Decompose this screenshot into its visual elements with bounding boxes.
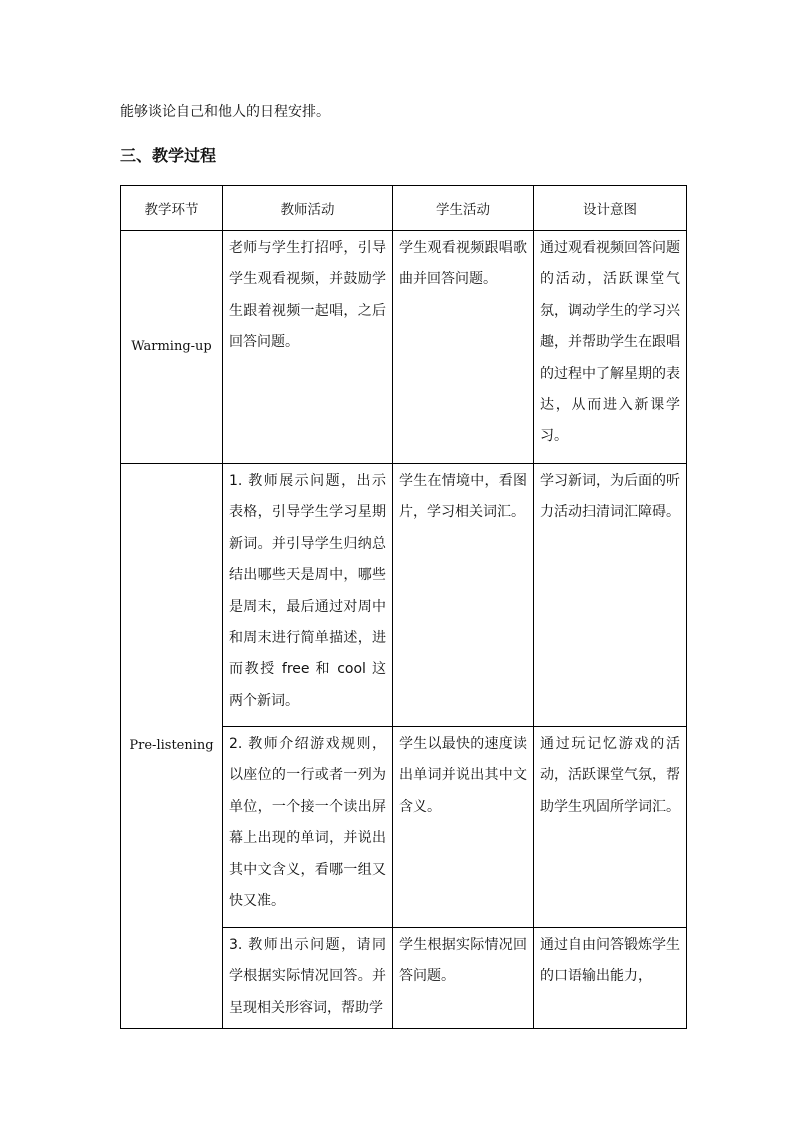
intro-text: 能够谈论自己和他人的日程安排。 — [120, 104, 330, 120]
table-header-row — [121, 186, 687, 231]
table-row — [121, 231, 687, 464]
stage-cell: Pre-listening — [121, 464, 223, 1029]
header-design-purpose: 设计意图 — [534, 186, 687, 231]
design-purpose-cell: 通过自由问答锻炼学生的口语输出能力， — [534, 928, 687, 1029]
section-heading: 三、教学过程 — [120, 146, 217, 165]
design-purpose-cell: 学习新词，为后面的听力活动扫清词汇障碍。 — [534, 464, 687, 727]
student-activity-cell: 学生在情境中，看图片，学习相关词汇。 — [393, 464, 534, 727]
teacher-activity-cell: 1. 教师展示问题，出示表格，引导学生学习星期新词。并引导学生归纳总结出哪些天是周中，哪些是周末，最后通过对周中和周末进行简单描述，进而教授 free 和 cool 这两个新词。 — [223, 464, 393, 727]
teacher-activity-cell: 2. 教师介绍游戏规则，以座位的一行或者一列为单位，一个接一个读出屏幕上出现的单词，并说出其中文含义，看哪一组又快又准。 — [223, 727, 393, 928]
student-activity-cell: 学生根据实际情况回答问题。 — [393, 928, 534, 1029]
teacher-activity-cell: 老师与学生打招呼，引导学生观看视频，并鼓励学生跟着视频一起唱，之后回答问题。 — [223, 231, 393, 464]
teaching-process-table — [120, 185, 687, 1029]
table-row — [121, 464, 687, 727]
student-activity-cell: 学生以最快的速度读出单词并说出其中文含义。 — [393, 727, 534, 928]
header-stage: 教学环节 — [121, 186, 223, 231]
header-student-activity: 学生活动 — [393, 186, 534, 231]
teacher-activity-cell: 3. 教师出示问题，请同学根据实际情况回答。并呈现相关形容词，帮助学 — [223, 928, 393, 1029]
student-activity-cell: 学生观看视频跟唱歌曲并回答问题。 — [393, 231, 534, 464]
design-purpose-cell: 通过玩记忆游戏的活动，活跃课堂气氛，帮助学生巩固所学词汇。 — [534, 727, 687, 928]
design-purpose-cell: 通过观看视频回答问题的活动，活跃课堂气氛，调动学生的学习兴趣，并帮助学生在跟唱的过程中了解星期的表达，从而进入新课学习。 — [534, 231, 687, 464]
header-teacher-activity: 教师活动 — [223, 186, 393, 231]
stage-cell: Warming-up — [121, 231, 223, 464]
